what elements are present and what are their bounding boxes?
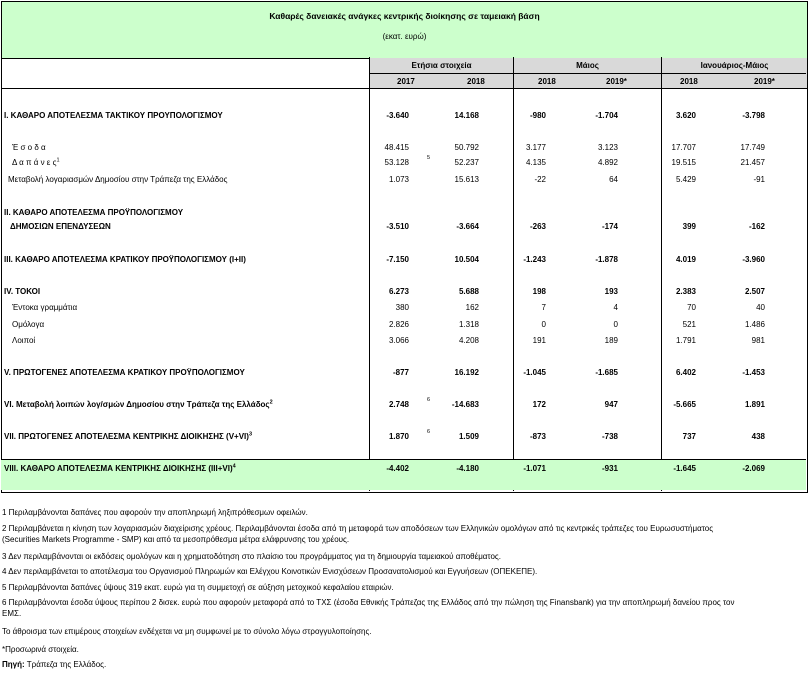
footnote-ref: 2 (269, 399, 273, 406)
table-row (0, 397, 805, 412)
row-value: 193 (604, 287, 618, 296)
row-value: 3.177 (525, 143, 546, 152)
row-value: -1.243 (523, 255, 546, 264)
year-header: 2018 (680, 77, 698, 86)
footnote: 4 Δεν περιλαμβάνεται το αποτέλεσμα του Οργανισμού Πληρωμών και Ελέγχου Κοινοτικών Ενισχύσεων Προσανατολισμού και Εγγυήσεων (ΟΠΕΚΕΠΕ). (2, 567, 538, 576)
footnote-ref: 1 (56, 157, 60, 164)
row-value: 15.613 (454, 175, 479, 184)
row-value: 737 (682, 432, 696, 441)
row-value: -931 (601, 464, 618, 473)
row-value: -22 (534, 175, 546, 184)
note-ref: 6 (427, 397, 431, 403)
row-label: Έντοκα γραμμάτια (12, 303, 78, 312)
row-label: VIII. ΚΑΘΑΡΟ ΑΠΟΤΕΛΕΣΜΑ ΚΕΝΤΡΙΚΗΣ ΔΙΟΙΚΗΣΗΣ $(III+VI)^4$ (4, 463, 236, 473)
row-value: 521 (682, 320, 696, 329)
row-value: -1.453 (742, 368, 765, 377)
row-value: 48.415 (384, 143, 409, 152)
table-row (0, 368, 805, 380)
row-value: 1.073 (388, 175, 409, 184)
row-value: 2.383 (675, 287, 696, 296)
row-label: VI. Μεταβολή λοιπών λογ/σμών Δημοσίου στην Τράπεζα της Ελλάδος$^2$ (4, 399, 273, 409)
row-value: 0 (541, 320, 546, 329)
row-value: 4.208 (458, 336, 479, 345)
row-value: 17.749 (740, 143, 765, 152)
row-value: 3.066 (388, 336, 409, 345)
row-value: -1.645 (673, 464, 696, 473)
row-value: 52.237 (454, 158, 479, 167)
table-row (0, 464, 805, 476)
row-value: 21.457 (740, 158, 765, 167)
footnote: (Securities Markets Programme - SMP) και από τα μεσοπρόθεσμα μέτρα ελάφρυνσης του χρέους. (2, 535, 350, 544)
row-value: 172 (532, 400, 546, 409)
header-divider (370, 73, 806, 74)
footnote: Το άθροισμα των επιμέρους στοιχείων ενδέχεται να μη συμφωνεί με το σύνολο λόγω στρογγυλοποίησης. (2, 627, 372, 636)
row-value: -1.704 (595, 111, 618, 120)
row-value: 19.515 (671, 158, 696, 167)
row-value: -14.683 (451, 400, 479, 409)
row-value: 4.892 (597, 158, 618, 167)
header-bottom-line (2, 88, 807, 89)
table-row (0, 336, 805, 348)
row-value: 399 (682, 222, 696, 231)
row-value: 380 (395, 303, 409, 312)
row-value: 198 (532, 287, 546, 296)
row-value: -3.640 (386, 111, 409, 120)
row-value: 17.707 (671, 143, 696, 152)
row-value: -5.665 (673, 400, 696, 409)
row-value: -7.150 (386, 255, 409, 264)
group-header-janmay: Ιανουάριος-Μάιος (700, 61, 769, 70)
row-value: 2.826 (388, 320, 409, 329)
row-label: Έ σ ο δ α (12, 143, 46, 152)
table-row (0, 222, 805, 234)
row-value: 0 (613, 320, 618, 329)
row-value: 14.168 (454, 111, 479, 120)
row-value: 1.870 (388, 432, 409, 441)
row-value: 191 (532, 336, 546, 345)
row-value: -877 (392, 368, 409, 377)
row-value: -3.664 (456, 222, 479, 231)
table-row (0, 303, 805, 315)
row-value: 5.429 (675, 175, 696, 184)
row-value: 53.128 (384, 158, 409, 167)
table-unit: (εκατ. ευρώ) (382, 32, 427, 41)
row-label: Μεταβολή λογαριασμών Δημοσίου στην Τράπεζα της Ελλάδος (8, 175, 228, 184)
row-value: 6.402 (675, 368, 696, 377)
row-value: -3.960 (742, 255, 765, 264)
row-label: ΙV. ΤΟΚΟΙ (4, 287, 41, 296)
row-value: 6.273 (388, 287, 409, 296)
table-row (0, 111, 805, 123)
footnote: 2 Περιλαμβάνεται η κίνηση των λογαριασμών διαχείρισης χρέους. Περιλαμβάνονται έσοδα από τη μεταφορά των αποδόσεων των Ελληνικών ομολόγων από τις κεντρικές τράπεζες του Ευρωσυστήματος (2, 524, 714, 533)
footnote: *Προσωρινά στοιχεία. (2, 645, 79, 654)
row-value: -873 (529, 432, 546, 441)
row-label: ΙΙΙ. ΚΑΘΑΡΟ ΑΠΟΤΕΛΕΣΜΑ ΚΡΑΤΙΚΟΥ ΠΡΟΫΠΟΛΟΓΙΣΜΟΥ (Ι+ΙΙ) (4, 255, 246, 264)
year-header: 2019* (754, 77, 775, 86)
row-label: V. ΠΡΩΤΟΓΕΝΕΣ ΑΠΟΤΕΛΕΣΜΑ ΚΡΑΤΙΚΟΥ ΠΡΟΫΠΟΛΟΓΙΣΜΟΥ (4, 368, 245, 377)
row-value: -1.071 (523, 464, 546, 473)
row-value: 2.748 (388, 400, 409, 409)
row-value: -91 (753, 175, 765, 184)
table-row (0, 208, 805, 220)
row-value: -2.069 (742, 464, 765, 473)
row-label: ΙΙ. ΚΑΘΑΡΟ ΑΠΟΤΕΛΕΣΜΑ ΠΡΟΫΠΟΛΟΓΙΣΜΟΥ (4, 208, 184, 217)
row-value: -4.180 (456, 464, 479, 473)
footnote: ΕΜΣ. (2, 609, 22, 618)
row-value: 10.504 (454, 255, 479, 264)
row-value: 7 (541, 303, 546, 312)
row-value: 16.192 (454, 368, 479, 377)
row-value: 981 (751, 336, 765, 345)
table-row (0, 287, 805, 299)
table-row (0, 155, 805, 170)
row-value: 1.318 (458, 320, 479, 329)
row-value: -174 (601, 222, 618, 231)
row-value: 3.620 (675, 111, 696, 120)
row-value: 1.891 (744, 400, 765, 409)
row-value: 70 (687, 303, 696, 312)
row-value: 64 (609, 175, 618, 184)
table-row (0, 429, 805, 444)
year-header: 2017 (397, 77, 415, 86)
group-header-annual: Ετήσια στοιχεία (411, 61, 472, 70)
row-label: Ι. ΚΑΘΑΡΟ ΑΠΟΤΕΛΕΣΜΑ ΤΑΚΤΙΚΟΥ ΠΡΟΥΠΟΛΟΓΙΣΜΟΥ (4, 111, 223, 120)
row-value: 4.019 (675, 255, 696, 264)
table-row (0, 175, 805, 187)
source-line (2, 660, 106, 669)
row-value: 2.507 (744, 287, 765, 296)
note-ref: 6 (427, 429, 431, 435)
row-value: -1.045 (523, 368, 546, 377)
row-value: -3.510 (386, 222, 409, 231)
row-label: ΔΗΜΟΣΙΩΝ ΕΠΕΝΔΥΣΕΩΝ (10, 222, 111, 231)
row-value: 438 (751, 432, 765, 441)
row-value: -1.878 (595, 255, 618, 264)
row-value: 3.123 (597, 143, 618, 152)
row-value: 189 (604, 336, 618, 345)
row-value: 40 (756, 303, 765, 312)
row-value: -263 (529, 222, 546, 231)
row-value: -1.685 (595, 368, 618, 377)
table-title: Καθαρές δανειακές ανάγκες κεντρικής διοίκησης σε ταμειακή βάση (269, 11, 540, 21)
row-value: 4 (613, 303, 618, 312)
row-label: Δ α π ά ν ε $\varsigma^1$ (12, 157, 60, 167)
footnote: 5 Περιλαμβάνονται δαπάνες ύψους 319 εκατ. ευρώ για τη συμμετοχή σε αύξηση μετοχικού κεφαλαίου εταιριών. (2, 583, 394, 592)
row-value: 50.792 (454, 143, 479, 152)
row-value: -980 (529, 111, 546, 120)
row-value: -738 (601, 432, 618, 441)
footnote-ref: 3 (248, 431, 252, 438)
footnote: 6 Περιλαμβάνονται έσοδα ύψους περίπου 2 δισεκ. ευρώ που αφορούν μεταφορά από το ΤΧΣ (έσοδα Εθνικής Τράπεζας της Ελλάδος από την πώληση της Finansbank) για την αποπληρωμή δανείου προς τον (2, 598, 735, 607)
year-header: 2018 (467, 77, 485, 86)
row-value: -162 (748, 222, 765, 231)
row-value: 1.509 (458, 432, 479, 441)
row-value: -3.798 (742, 111, 765, 120)
table-row (0, 320, 805, 332)
row-value: 1.486 (744, 320, 765, 329)
row-value: 4.135 (525, 158, 546, 167)
row-value: 947 (604, 400, 618, 409)
group-header-may: Μάιος (576, 61, 599, 70)
row-value: -4.402 (386, 464, 409, 473)
year-header: 2018 (538, 77, 556, 86)
row-label: VII. ΠΡΩΤΟΓΕΝΕΣ ΑΠΟΤΕΛΕΣΜΑ ΚΕΝΤΡΙΚΗΣ ΔΙΟΙΚΗΣΗΣ $(V+VI)^3$ (4, 431, 252, 441)
footnote: 1 Περιλαμβάνονται δαπάνες που αφορούν την αποπληρωμή ληξιπρόθεσμων οφειλών. (2, 508, 308, 517)
source-label: Πηγή: (2, 660, 25, 669)
row-value: 162 (465, 303, 479, 312)
row-value: 5.688 (458, 287, 479, 296)
row-label: Λοιποί (12, 336, 36, 345)
table-title-box (2, 2, 807, 59)
row-value: 1.791 (675, 336, 696, 345)
footnote-ref: 4 (232, 463, 236, 470)
row-label: Ομόλογα (12, 320, 45, 329)
note-ref: 5 (427, 155, 431, 161)
footnote: 3 Δεν περιλαμβάνονται οι εκδόσεις ομολόγων και η χρηματοδότηση στο πλαίσιο του προγράμματος για τη δημιουργία ταμειακού αποθέματος. (2, 552, 502, 561)
year-header: 2019* (606, 77, 627, 86)
table-row (0, 143, 805, 155)
source-text: Τράπεζα της Ελλάδος. (24, 660, 107, 669)
table-row (0, 255, 805, 267)
